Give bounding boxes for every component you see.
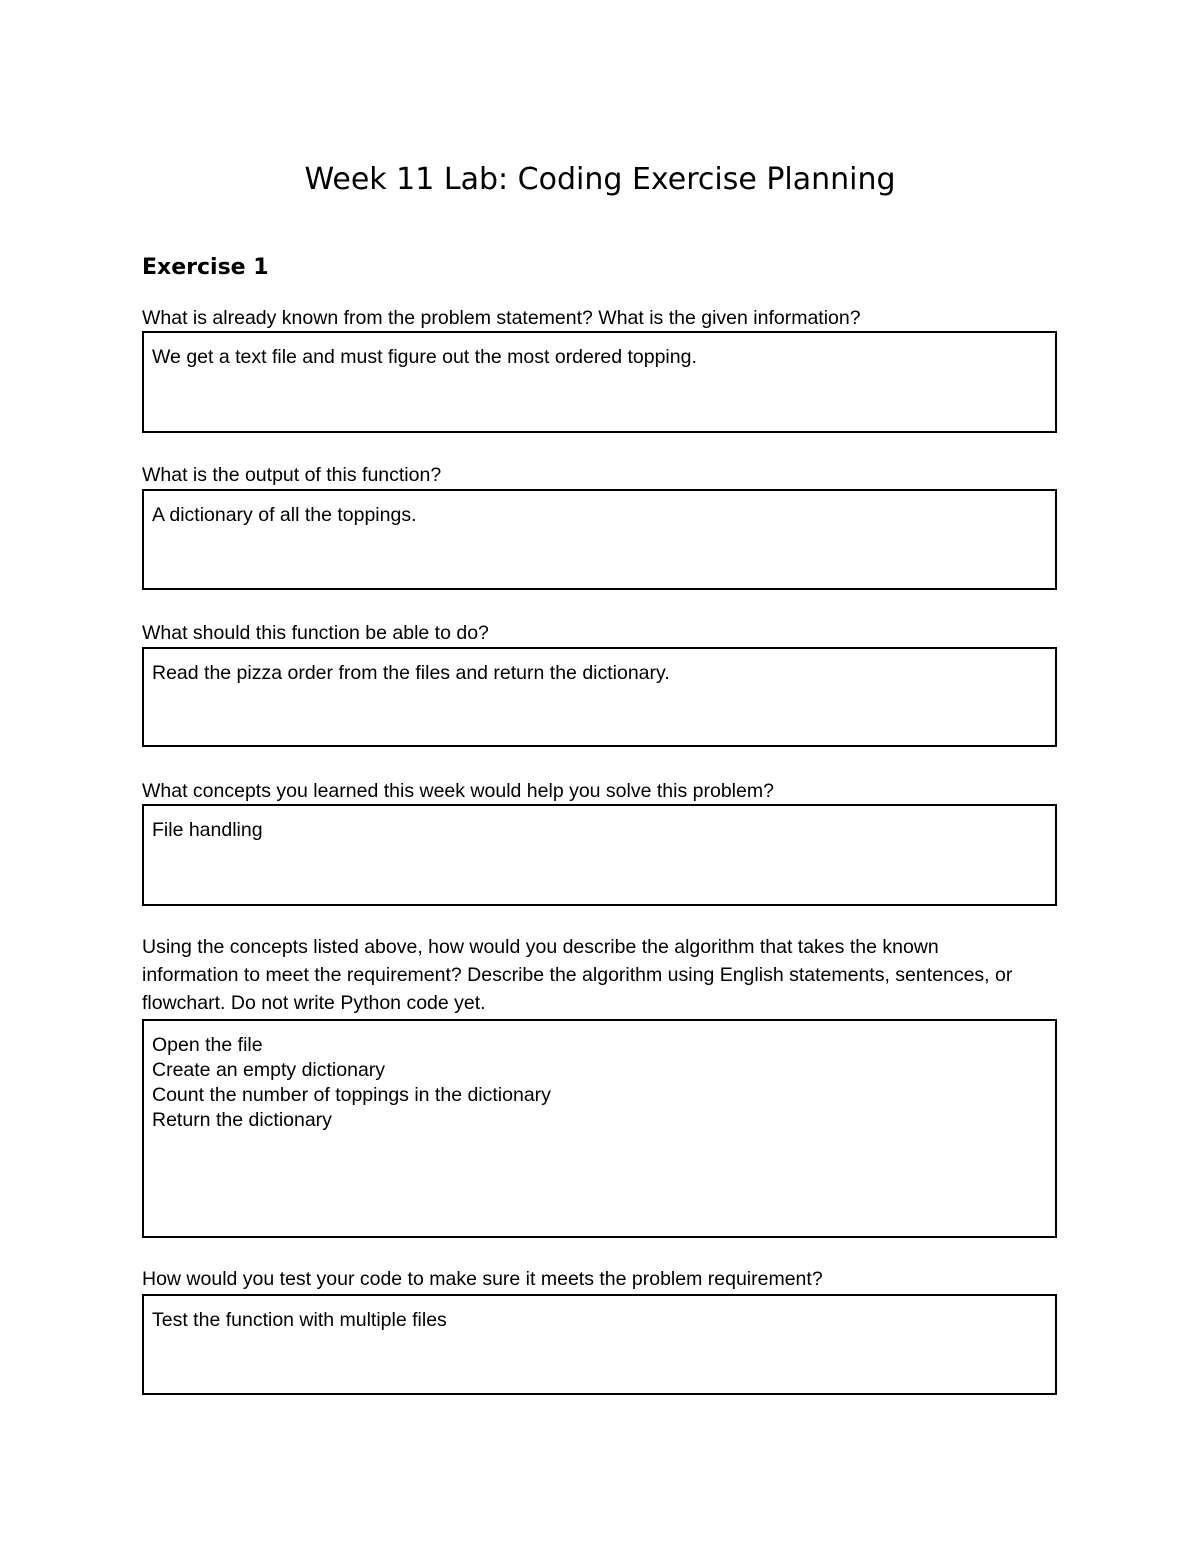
document-title: Week 11 Lab: Coding Exercise Planning: [304, 162, 896, 197]
exercise-heading: Exercise 1: [142, 255, 269, 280]
answer-5-box[interactable]: [142, 1019, 1057, 1238]
answer-5-line: Open the file: [152, 1034, 263, 1056]
answer-2-box[interactable]: [142, 489, 1057, 590]
answer-2-text: A dictionary of all the toppings.: [152, 504, 417, 526]
question-3-label: What should this function be able to do?: [142, 622, 489, 644]
answer-4-box[interactable]: [142, 804, 1057, 906]
answer-3-text: Read the pizza order from the files and return the dictionary.: [152, 662, 670, 684]
question-6-label: How would you test your code to make sure it meets the problem requirement?: [142, 1268, 823, 1290]
answer-5-text: [144, 1021, 1055, 1133]
answer-6-text: Test the function with multiple files: [152, 1309, 447, 1331]
answer-1-text: We get a text file and must figure out the most ordered topping.: [152, 346, 697, 368]
answer-5-line: Create an empty dictionary: [152, 1059, 386, 1081]
answer-5-line: Return the dictionary: [152, 1109, 332, 1131]
answer-3-box[interactable]: [142, 647, 1057, 747]
question-1-label: What is already known from the problem statement? What is the given information?: [142, 307, 861, 329]
question-4-label: What concepts you learned this week would help you solve this problem?: [142, 780, 774, 802]
answer-4-text: File handling: [152, 819, 263, 841]
answer-6-box[interactable]: [142, 1294, 1057, 1395]
question-2-label: What is the output of this function?: [142, 464, 442, 486]
question-5-label: Using the concepts listed above, how would you describe the algorithm that takes the known information to meet the requirement? Describe the algorithm using English statements, sentences, or flowchart. Do not write Python code yet.: [142, 936, 1013, 1014]
answer-1-box[interactable]: [142, 331, 1057, 433]
answer-5-line: Count the number of toppings in the dictionary: [152, 1084, 551, 1106]
